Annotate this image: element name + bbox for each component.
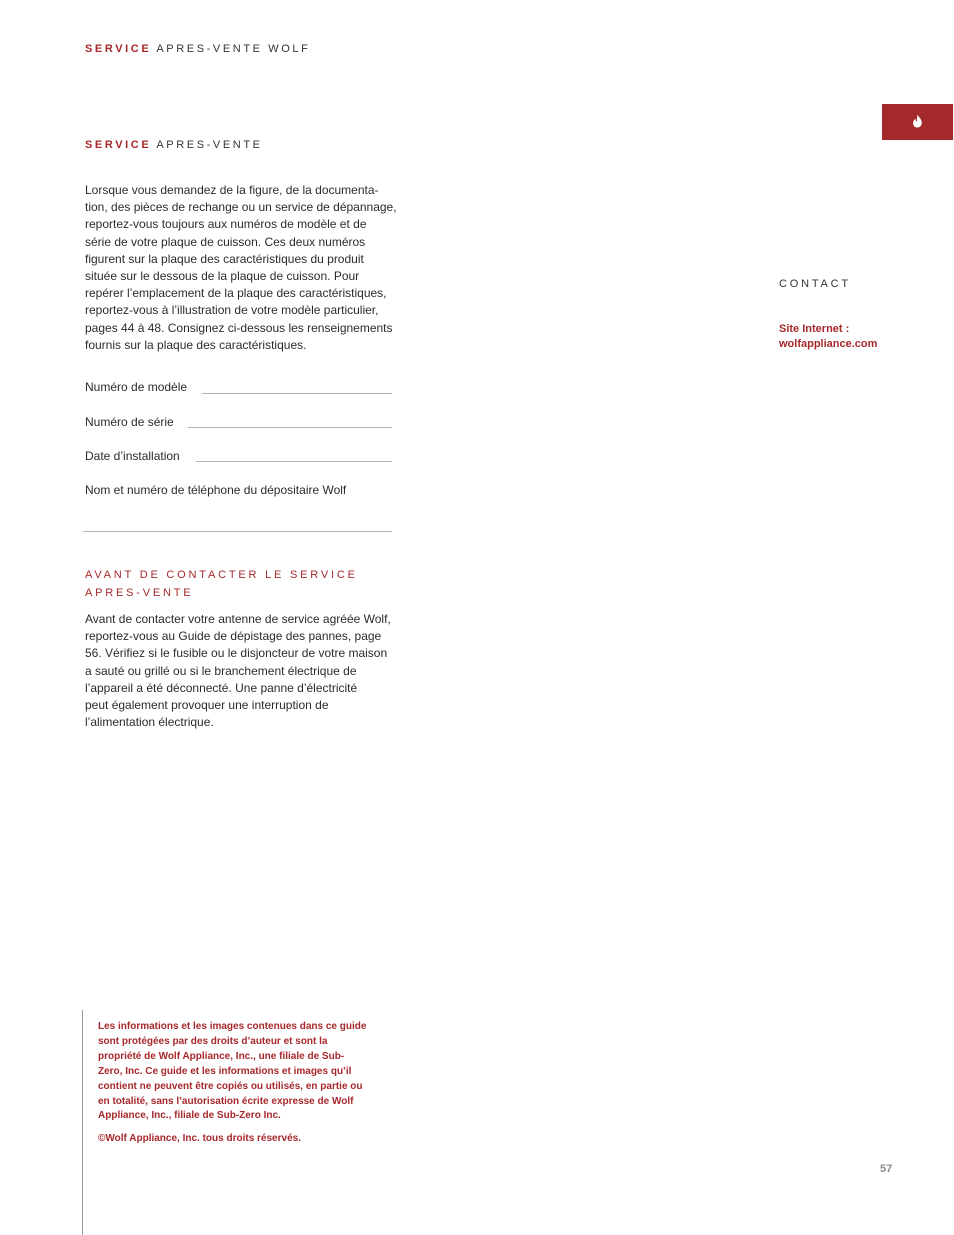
text-line: tion, des pièces de rechange ou un service de dépannage,: [85, 200, 397, 215]
text-line: reportez-vous au Guide de dépistage des pannes, page: [85, 629, 382, 644]
section-title-bold: SERVICE: [85, 139, 152, 151]
text-line: figurent sur la plaque des caractéristiques du produit: [85, 251, 364, 266]
text-line: Lorsque vous demandez de la figure, de la documenta-: [85, 183, 379, 197]
text-line: sont protégées par des droits d’auteur et sont la: [98, 1035, 328, 1047]
text-line: l’appareil a été déconnecté. Une panne d’électricité: [85, 680, 358, 695]
site-label: Site Internet :: [779, 323, 850, 335]
install-date-label: Date d’installation: [85, 449, 180, 463]
text-line: reportez-vous toujours aux numéros de modèle et de: [85, 217, 367, 232]
text-line: 56. Vérifiez si le fusible ou le disjoncteur de votre maison: [85, 646, 388, 661]
contact-info: [779, 322, 877, 351]
text-line: Avant de contacter votre antenne de service agréée Wolf,: [85, 612, 391, 626]
page-number: 57: [880, 1163, 893, 1175]
serial-number-blank: [188, 427, 392, 428]
title-line: APRES-VENTE: [85, 587, 194, 599]
dealer-label: Nom et numéro de téléphone du dépositaire Wolf: [85, 483, 347, 497]
sidebar-rule: [82, 1010, 83, 1235]
text-line: contient ne peuvent être copiés ou utilisés, en partie ou: [98, 1080, 363, 1092]
before-contacting-title: [85, 566, 358, 602]
text-line: série de votre plaque de cuisson. Ces deux numéros: [85, 234, 366, 249]
text-line: Les informations et les images contenues dans ce guide: [98, 1021, 367, 1032]
section-title: [85, 139, 263, 151]
header-rest: APRES-VENTE WOLF: [151, 43, 311, 55]
flame-icon: [912, 114, 923, 128]
text-line: fournis sur la plaque des caractéristiques.: [85, 337, 307, 352]
contact-title: CONTACT: [779, 278, 851, 290]
text-line: Zero, Inc. Ce guide et les informations et images qu’il: [98, 1065, 352, 1077]
text-line: peut également provoquer une interruption de: [85, 698, 329, 713]
text-line: repérer l’emplacement de la plaque des caractéristiques,: [85, 286, 387, 301]
section-tab: [882, 104, 953, 140]
text-line: l’alimentation électrique.: [85, 715, 214, 730]
before-contacting-paragraph: [85, 611, 435, 731]
running-header: [85, 43, 310, 55]
text-line: située sur le dessous de la plaque de cuisson. Pour: [85, 269, 360, 284]
rights-reserved: ©Wolf Appliance, Inc. tous droits réservés.: [98, 1133, 301, 1144]
text-line: Appliance, Inc., filiale de Sub-Zero Inc.: [98, 1110, 281, 1122]
text-line: pages 44 à 48. Consignez ci-dessous les renseignements: [85, 320, 393, 335]
text-line: reportez-vous à l’illustration de votre modèle particulier,: [85, 303, 379, 318]
header-bold: SERVICE: [85, 43, 152, 55]
install-date-blank: [196, 461, 392, 462]
section-title-rest: APRES-VENTE: [151, 139, 263, 151]
copyright-notice: [98, 1020, 418, 1124]
intro-paragraph: [85, 182, 435, 354]
dealer-blank: [83, 531, 392, 532]
text-line: a sauté ou grillé ou si le branchement électrique de: [85, 663, 357, 678]
text-line: propriété de Wolf Appliance, Inc., une filiale de Sub-: [98, 1050, 345, 1062]
title-line: AVANT DE CONTACTER LE SERVICE: [85, 569, 358, 581]
model-number-blank: [202, 393, 392, 394]
site-url-link[interactable]: wolfappliance.com: [779, 337, 878, 350]
text-line: en totalité, sans l’autorisation écrite expresse de Wolf: [98, 1095, 354, 1107]
serial-number-label: Numéro de série: [85, 415, 174, 429]
model-number-label: Numéro de modèle: [85, 380, 188, 394]
